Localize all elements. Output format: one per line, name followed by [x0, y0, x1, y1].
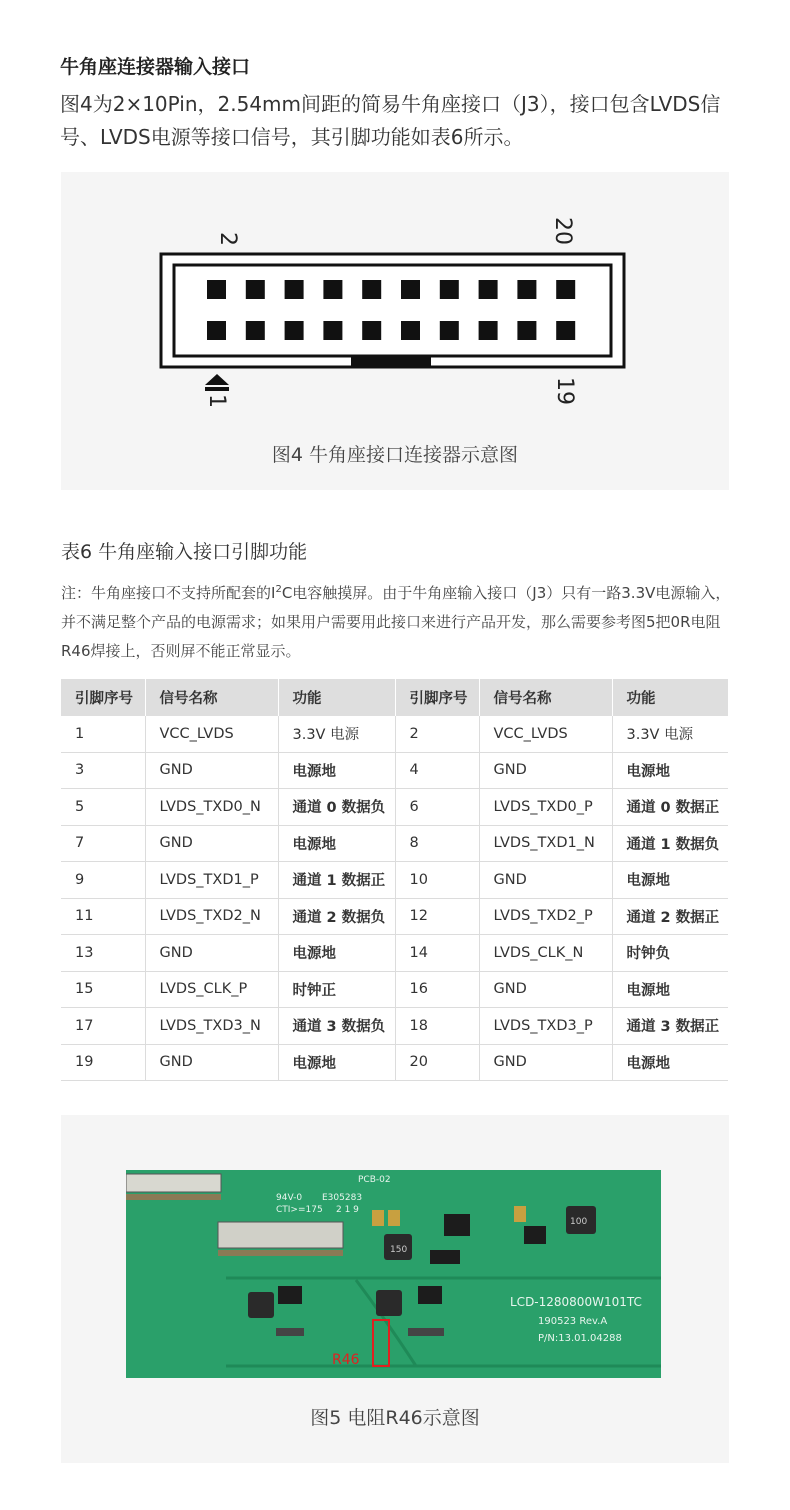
cell-signal-name: GND: [145, 935, 278, 972]
pin-pad: [517, 280, 536, 299]
cell-pin-number: 17: [61, 1008, 145, 1045]
cap-1: [372, 1210, 384, 1226]
cell-pin-number-2: 14: [395, 935, 479, 972]
intro-paragraph: 图4为2×10Pin，2.54mm间距的简易牛角座接口（J3），接口包含LVDS信号、LVDS电源等接口信号，其引脚功能如表6所示。: [60, 92, 721, 149]
cell-pin-number: 5: [61, 789, 145, 826]
cell-signal-name-2: LVDS_CLK_N: [479, 935, 612, 972]
cell-function: 电源地: [278, 1044, 395, 1081]
fpc-connector-top: [126, 1174, 221, 1192]
figure-5-caption: 图5 电阻R46示意图: [310, 1407, 480, 1429]
cell-signal-name-2: GND: [479, 752, 612, 789]
cell-pin-number: 1: [61, 716, 145, 752]
cell-signal-name-2: VCC_LVDS: [479, 716, 612, 752]
pin-pad: [207, 280, 226, 299]
cell-function: 通道 1 数据正: [278, 862, 395, 899]
pin-pad: [246, 280, 265, 299]
pin-pad: [362, 321, 381, 340]
cell-signal-name: GND: [145, 752, 278, 789]
fpc-connector-middle: [218, 1222, 343, 1248]
pin-pad: [517, 321, 536, 340]
cell-function-2: 电源地: [612, 1044, 728, 1081]
table-row: [61, 1008, 728, 1045]
cell-signal-name-2: GND: [479, 971, 612, 1008]
pin-pad: [556, 280, 575, 299]
cell-pin-number-2: 4: [395, 752, 479, 789]
cell-signal-name-2: LVDS_TXD3_P: [479, 1008, 612, 1045]
pin-pad: [362, 280, 381, 299]
table-title: 表6 牛角座输入接口引脚功能: [61, 541, 308, 563]
cell-signal-name-2: GND: [479, 862, 612, 899]
header-function: 功能: [278, 679, 395, 716]
cell-signal-name: VCC_LVDS: [145, 716, 278, 752]
cell-pin-number-2: 20: [395, 1044, 479, 1081]
silk-file-no: E305283: [322, 1193, 363, 1203]
cell-function: 电源地: [278, 752, 395, 789]
connector-inner-body: [174, 265, 611, 356]
ic-chip-1: [444, 1214, 470, 1236]
table-row: [61, 862, 728, 899]
figure-4-caption: 图4 牛角座接口连接器示意图: [271, 444, 519, 466]
r46-label: R46: [332, 1352, 360, 1368]
cell-function: 电源地: [278, 935, 395, 972]
table-row: [61, 825, 728, 862]
label-pin-2: 2: [215, 232, 240, 246]
cell-pin-number-2: 10: [395, 862, 479, 899]
cell-pin-number-2: 2: [395, 716, 479, 752]
cell-pin-number: 15: [61, 971, 145, 1008]
inductor-l6: [376, 1290, 402, 1316]
cell-signal-name: LVDS_TXD0_N: [145, 789, 278, 826]
figure-4-box: [61, 172, 729, 490]
table-row: [61, 971, 728, 1008]
pin-pad: [285, 280, 304, 299]
cell-signal-name: GND: [145, 1044, 278, 1081]
inductor-l5: [248, 1292, 274, 1318]
cell-function-2: 电源地: [612, 752, 728, 789]
connector-key-notch: [351, 356, 431, 366]
silk-pcb-code: PCB-02: [358, 1175, 391, 1185]
note-text-1: 注：牛角座接口不支持所配套的I: [61, 584, 276, 602]
cell-pin-number-2: 6: [395, 789, 479, 826]
svg-text:100: 100: [570, 1217, 588, 1227]
pin-pad: [440, 280, 459, 299]
pin-pad: [285, 321, 304, 340]
cell-function: 通道 0 数据负: [278, 789, 395, 826]
ic-chip-3: [418, 1286, 442, 1304]
header-function-2: 功能: [612, 679, 728, 716]
cell-function-2: 时钟负: [612, 935, 728, 972]
silk-rev: 190523 Rev.A: [538, 1316, 608, 1327]
cell-signal-name: LVDS_TXD2_N: [145, 898, 278, 935]
cell-signal-name-2: GND: [479, 1044, 612, 1081]
fpc-connector-middle-strip: [218, 1250, 343, 1256]
pin-pad: [401, 280, 420, 299]
silk-date: 2 1 9: [336, 1205, 359, 1215]
cell-signal-name: LVDS_CLK_P: [145, 971, 278, 1008]
label-pin-20: 20: [550, 217, 575, 245]
pcb-board: [126, 1170, 661, 1378]
pcb-photo: [126, 1170, 661, 1378]
cell-signal-name-2: LVDS_TXD2_P: [479, 898, 612, 935]
header-signal-name-2: 信号名称: [479, 679, 612, 716]
table-row: [61, 935, 728, 972]
table-row: [61, 1044, 728, 1081]
cell-function-2: 通道 2 数据正: [612, 898, 728, 935]
pin-pad: [401, 321, 420, 340]
diode-1: [430, 1250, 460, 1264]
label-pin-19: 19: [552, 377, 577, 405]
figure-5-box: [61, 1115, 729, 1463]
silk-pn: P/N:13.01.04288: [538, 1333, 622, 1344]
ic-chip-2: [278, 1286, 302, 1304]
cell-pin-number-2: 18: [395, 1008, 479, 1045]
header-pin-number-2: 引脚序号: [395, 679, 479, 716]
cell-signal-name-2: LVDS_TXD1_N: [479, 825, 612, 862]
cell-pin-number: 19: [61, 1044, 145, 1081]
fpc-connector-top-strip: [126, 1194, 221, 1200]
note-text-2: C电容触摸屏。由于牛角座输入接口（J3）只有一路3.3V电源输入，并不满足整个产品的电源需求；如果用户需要用此接口来进行产品开发，那么需要参考图5把0R电阻R46焊接上，否则屏不能正常显示。: [61, 584, 731, 660]
ic-chip-4: [524, 1226, 546, 1244]
cell-function-2: 通道 3 数据正: [612, 1008, 728, 1045]
pin-pad: [556, 321, 575, 340]
table-row: [61, 789, 728, 826]
cell-pin-number: 13: [61, 935, 145, 972]
pin1-marker-bar: [205, 387, 229, 391]
cell-signal-name-2: LVDS_TXD0_P: [479, 789, 612, 826]
cell-function-2: 3.3V 电源: [612, 716, 728, 752]
silk-rating: 94V-0: [276, 1193, 303, 1203]
cell-function: 3.3V 电源: [278, 716, 395, 752]
cell-function-2: 电源地: [612, 971, 728, 1008]
silk-cti: CTI>=175: [276, 1205, 323, 1215]
cell-function: 时钟正: [278, 971, 395, 1008]
cell-function-2: 电源地: [612, 862, 728, 899]
table-row: [61, 898, 728, 935]
cell-signal-name: GND: [145, 825, 278, 862]
pin-pad: [323, 280, 342, 299]
table-body: [61, 716, 728, 1081]
label-pin-1: 1: [204, 394, 229, 408]
pin-function-table: [61, 679, 728, 1081]
cell-pin-number-2: 16: [395, 971, 479, 1008]
pin-pad: [440, 321, 459, 340]
table-row: [61, 752, 728, 789]
cell-pin-number-2: 12: [395, 898, 479, 935]
cell-function: 通道 2 数据负: [278, 898, 395, 935]
cell-function: 电源地: [278, 825, 395, 862]
cell-function-2: 通道 0 数据正: [612, 789, 728, 826]
pin-pad: [323, 321, 342, 340]
cell-pin-number: 11: [61, 898, 145, 935]
cell-function: 通道 3 数据负: [278, 1008, 395, 1045]
table-row: [61, 716, 728, 752]
pin-pad: [207, 321, 226, 340]
cap-3: [514, 1206, 526, 1222]
svg-text:150: 150: [390, 1245, 408, 1255]
resistor-array-2: [408, 1328, 444, 1336]
pin-pad: [246, 321, 265, 340]
cell-pin-number: 7: [61, 825, 145, 862]
table-note: [61, 575, 733, 666]
silk-model: LCD-1280800W101TC: [510, 1295, 642, 1309]
cell-signal-name: LVDS_TXD1_P: [145, 862, 278, 899]
table-header-row: [61, 679, 728, 716]
resistor-array-1: [276, 1328, 304, 1336]
cell-function-2: 通道 1 数据负: [612, 825, 728, 862]
cap-2: [388, 1210, 400, 1226]
cell-pin-number: 9: [61, 862, 145, 899]
section-title: 牛角座连接器输入接口: [60, 56, 251, 78]
note-superscript: 2: [275, 584, 282, 595]
cell-signal-name: LVDS_TXD3_N: [145, 1008, 278, 1045]
pin-pad: [479, 280, 498, 299]
pin1-marker-icon: [205, 374, 229, 385]
cell-pin-number: 3: [61, 752, 145, 789]
pin-pad: [479, 321, 498, 340]
header-pin-number: 引脚序号: [61, 679, 145, 716]
cell-pin-number-2: 8: [395, 825, 479, 862]
header-signal-name: 信号名称: [145, 679, 278, 716]
